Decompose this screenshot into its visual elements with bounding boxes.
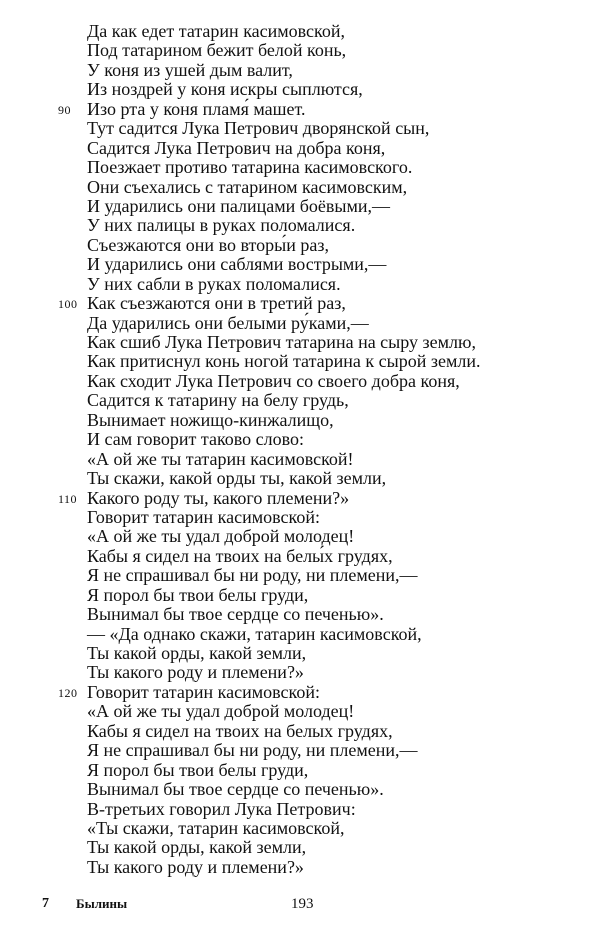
verse-line-text: И ударились они саблями вострыми,— [87,254,387,275]
verse-line [0,178,600,197]
line-number: 100 [58,297,78,312]
verse-line [0,819,600,838]
verse-line [0,450,600,469]
verse-line-text: «А ой же ты удал доброй молодец! [87,701,355,722]
verse-line [0,139,600,158]
verse-line [0,780,600,799]
verse-line-text: Кабы я сидел на твоих на белы́х грудях, [87,545,393,566]
verse-line-text: Как сшиб Лука Петрович татарина на сыру землю, [87,332,476,352]
verse-line [0,275,600,294]
verse-line [0,80,600,99]
verse-line [0,255,600,274]
verse-line [0,372,600,391]
verse-line-text: В-третьих говорил Лука Петрович: [87,798,356,819]
verse-line [0,702,600,721]
verse-line-text: «А ой же ты удал доброй молодец! [87,526,355,547]
verse-line-text: Говорит татарин касимовской: [87,506,320,527]
verse-line [0,858,600,877]
verse-line-text: «Ты скажи, татарин касимовской, [87,817,345,838]
verse-line-text: Ты какого роду и племени?» [87,856,304,877]
verse-line [0,683,600,702]
verse-line [0,100,600,119]
verse-line-text: Они съехались с татарином касимовским, [87,176,408,197]
verse-line [0,761,600,780]
verse-line [0,625,600,644]
verse-line-text: Тут садится Лука Петрович дворянской сын, [87,118,430,139]
verse-line-text: Под татарином бежит белой конь, [87,40,347,61]
verse-line [0,197,600,216]
verse-line [0,41,600,60]
verse-line [0,586,600,605]
verse-line-text: Ты какой орды, какой земли, [87,837,307,858]
verse-line [0,216,600,235]
verse-line [0,566,600,585]
verse-line-text: Я порол бы твои белы груди, [87,759,309,780]
verse-line-text: И ударились они палицами боёвыми,— [87,195,391,216]
verse-line-text: Да ударились они белыми ру́ками,— [87,312,369,333]
verse-line [0,527,600,546]
verse-line [0,838,600,857]
verse-line-text: Я порол бы твои белы груди, [87,584,309,605]
verse-line-text: Изо рта у коня пламя́ машет. [87,98,306,119]
verse-line [0,430,600,449]
verse-line-text: У коня из ушей дым валит, [87,59,293,80]
verse-line [0,22,600,41]
verse-line-text: Из ноздрей у коня искры сыплются, [87,79,363,100]
verse-line [0,119,600,138]
page-footer [0,892,600,916]
verse-line-text: Говорит татарин касимовской: [87,681,320,702]
verse-line-text: Ты какой орды, какой земли, [87,643,307,663]
verse-line [0,800,600,819]
verse-line-text: Как притиснул конь ногой татарина к сырой земли. [87,351,481,372]
verse-line-text: У них палицы в руках поломалися. [87,215,356,236]
verse-line-text: Съезжаются они во вторы́и раз, [87,234,329,255]
verse-line [0,547,600,566]
verse-line-text: Какого роду ты, какого племени?» [87,487,350,508]
verse-line [0,411,600,430]
verse-line [0,391,600,410]
verse-line-text: Поезжает противо татарина касимовского. [87,157,413,178]
line-number: 110 [58,491,78,506]
verse-text [0,22,600,877]
verse-line-text: «А ой же ты татарин касимовской! [87,448,354,469]
verse-line-text: Как съезжаются они в третий раз, [87,293,346,314]
verse-line [0,508,600,527]
verse-line [0,314,600,333]
verse-line [0,236,600,255]
verse-line-text: Кабы я сидел на твоих на белых грудях, [87,720,393,741]
verse-line-text: Вынимал бы твое сердце со печенью». [87,779,384,800]
verse-line-text: Вынимал бы твое сердце со печенью». [87,604,384,625]
verse-line [0,61,600,80]
verse-line [0,294,600,313]
verse-line-text: И сам говорит таково слово: [87,429,305,450]
verse-line-text: Ты какого роду и племени?» [87,662,304,683]
verse-line-text: Я не спрашивал бы ни роду, ни племени,— [87,565,418,586]
line-number: 120 [58,685,78,700]
verse-line [0,352,600,371]
verse-line [0,333,600,352]
verse-line [0,605,600,624]
verse-line-text: — «Да однако скажи, татарин касимовской, [87,623,422,644]
verse-line-text: Как сходит Лука Петрович со своего добра коня, [87,370,460,391]
verse-line-text: У них сабли в руках поломалися. [87,273,341,294]
page-number: 193 [291,896,314,912]
verse-line-text: Да как едет татарин касимовской, [87,21,346,41]
verse-line-text: Садится к татарину на белу грудь, [87,390,349,411]
signature-title: Былины [76,896,128,911]
line-number: 90 [58,102,71,117]
verse-line [0,489,600,508]
verse-line-text: Я не спрашивал бы ни роду, ни племени,— [87,740,418,761]
verse-line-text: Ты скажи, какой орды ты, какой земли, [87,468,387,489]
signature-number: 7 [42,896,49,911]
verse-line [0,663,600,682]
verse-line [0,741,600,760]
verse-line [0,722,600,741]
verse-line-text: Садится Лука Петрович на добра коня, [87,137,386,158]
verse-line [0,644,600,663]
verse-line-text: Вынимает ножищо-кинжалищо, [87,409,334,430]
verse-line [0,469,600,488]
verse-line [0,158,600,177]
